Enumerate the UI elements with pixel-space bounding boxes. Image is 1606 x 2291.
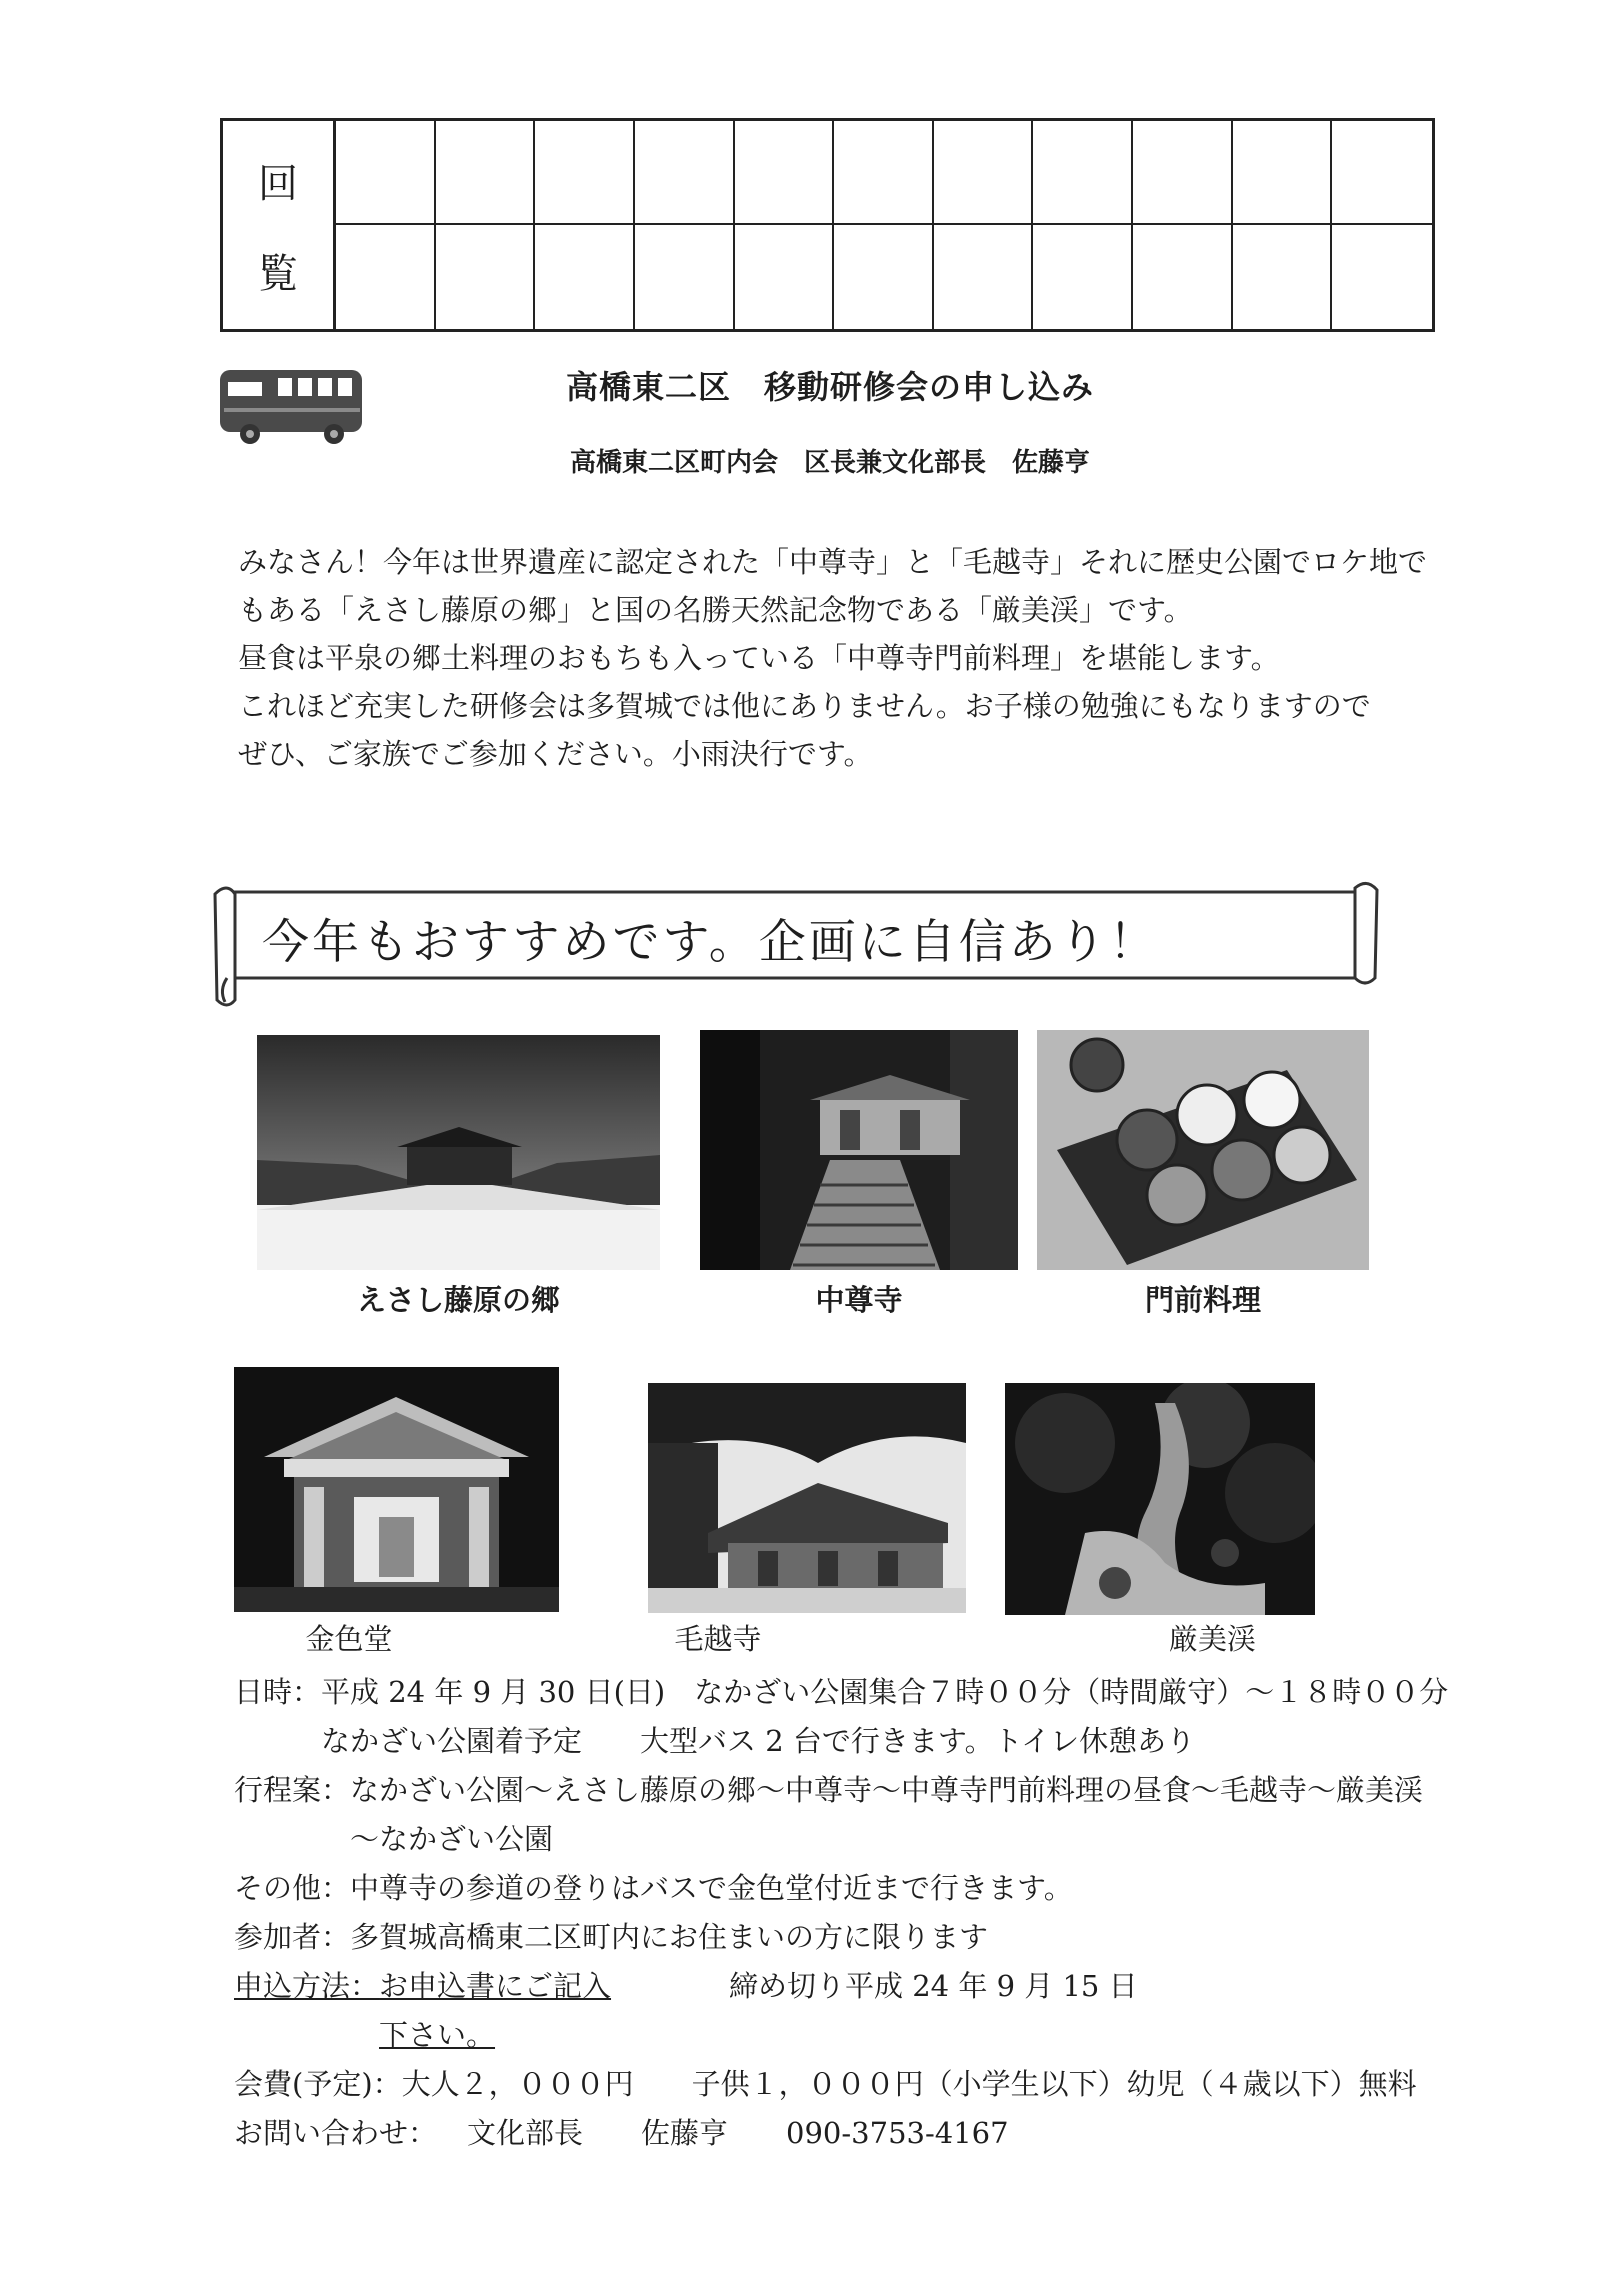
participants-value: 多賀城高橋東二区町内にお住まいの方に限ります — [350, 1920, 989, 1954]
circulation-char-2: 覧 — [258, 250, 298, 297]
circulation-cell — [535, 121, 635, 225]
event-details — [234, 1668, 1449, 2158]
contact-value: 文化部長 佐藤亨 090-3753-4167 — [467, 2116, 1009, 2150]
deadline: 締め切り平成 24 年 9 月 15 日 — [729, 1969, 1138, 2003]
circulation-cell — [336, 225, 436, 329]
circulation-cell — [436, 121, 536, 225]
banner-text: 今年もおすすめです。企画に自信あり！ — [262, 915, 1159, 970]
detail-date — [234, 1668, 1449, 1766]
photo-genbikei — [1005, 1383, 1315, 1615]
other-value: 中尊寺の参道の登りはバスで金色堂付近まで行きます。 — [350, 1871, 1073, 1905]
bus-icon — [218, 368, 366, 446]
caption-motsuji: 毛越寺 — [674, 1622, 762, 1656]
intro-line-4: ぜひ、ご家族でご参加ください。小雨決行です。 — [238, 737, 873, 771]
circulation-cell — [934, 121, 1034, 225]
contact-label: お問い合わせ： — [234, 2116, 438, 2150]
circulation-cell — [735, 225, 835, 329]
intro-line-2: 昼食は平泉の郷土料理のおもちも入っている「中尊寺門前料理」を堪能します。 — [238, 641, 1280, 675]
page-title: 高橋東二区 移動研修会の申し込み — [565, 368, 1094, 406]
author-line: 高橋東二区町内会 区長兼文化部長 佐藤亨 — [569, 448, 1090, 478]
fee-label: 会費(予定)： — [234, 2067, 402, 2101]
caption-konjikido: 金色堂 — [305, 1622, 393, 1656]
circulation-cell — [336, 121, 436, 225]
circulation-cell — [1133, 225, 1233, 329]
circulation-cell — [735, 121, 835, 225]
detail-route — [234, 1766, 1449, 1864]
date-value: 平成 24 年 9 月 30 日(日) なかざい公園集合７時００分（時間厳守）～１８時００分なかざい公園着予定 大型バス 2 台で行きます。トイレ休憩あり — [321, 1675, 1449, 1758]
apply-label: 申込方法： — [234, 1969, 380, 2003]
route-value: なかざい公園～えさし藤原の郷～中尊寺～中尊寺門前料理の昼食～毛越寺～厳美渓～なかざい公園 — [350, 1773, 1424, 1856]
circulation-cell — [1133, 121, 1233, 225]
circulation-cell — [1033, 121, 1133, 225]
detail-fee — [234, 2060, 1449, 2109]
fee-value: 大人２，０００円 子供１，０００円（小学生以下）幼児（４歳以下）無料 — [401, 2067, 1417, 2101]
circulation-grid — [336, 121, 1432, 329]
detail-other — [234, 1864, 1449, 1913]
route-label: 行程案： — [234, 1773, 351, 1807]
circulation-cell — [1332, 121, 1432, 225]
caption-esashi: えさし藤原の郷 — [356, 1283, 560, 1317]
detail-participants — [234, 1913, 1449, 1962]
photo-monzen-ryori — [1037, 1030, 1369, 1270]
circulation-cell — [436, 225, 536, 329]
circulation-cell — [834, 121, 934, 225]
circulation-cell — [1332, 225, 1432, 329]
photo-motsuji — [648, 1383, 966, 1613]
detail-contact — [234, 2109, 1449, 2158]
intro-text — [238, 538, 1443, 778]
participants-label: 参加者： — [234, 1920, 351, 1954]
circulation-cell — [1233, 225, 1333, 329]
caption-chusonji: 中尊寺 — [815, 1283, 903, 1317]
intro-line-1: みなさん！今年は世界遺産に認定された「中尊寺」と「毛越寺」それに歴史公園でロケ地でもある「えさし藤原の郷」と国の名勝天然記念物である「厳美渓」です。 — [238, 545, 1428, 627]
detail-apply — [234, 1962, 1449, 2060]
circulation-cell — [635, 225, 735, 329]
circulation-cell — [635, 121, 735, 225]
circulation-cell — [934, 225, 1034, 329]
circulation-char-1: 回 — [258, 160, 298, 207]
photo-chusonji — [700, 1030, 1018, 1270]
circulation-cell — [1033, 225, 1133, 329]
photo-konjikido — [234, 1367, 559, 1612]
caption-monzen-ryori: 門前料理 — [1144, 1283, 1261, 1317]
apply-value: お申込書にご記入下さい。 — [379, 1969, 612, 2052]
circulation-table — [220, 118, 1435, 332]
circulation-cell — [1233, 121, 1333, 225]
circulation-cell — [834, 225, 934, 329]
intro-line-3: これほど充実した研修会は多賀城では他にありません。お子様の勉強にもなりますので — [238, 689, 1371, 723]
photo-esashi — [257, 1035, 660, 1270]
circulation-label — [223, 121, 336, 329]
other-label: その他： — [234, 1871, 351, 1905]
circulation-cell — [535, 225, 635, 329]
caption-genbikei: 厳美渓 — [1168, 1622, 1256, 1656]
date-label: 日時： — [234, 1675, 322, 1709]
